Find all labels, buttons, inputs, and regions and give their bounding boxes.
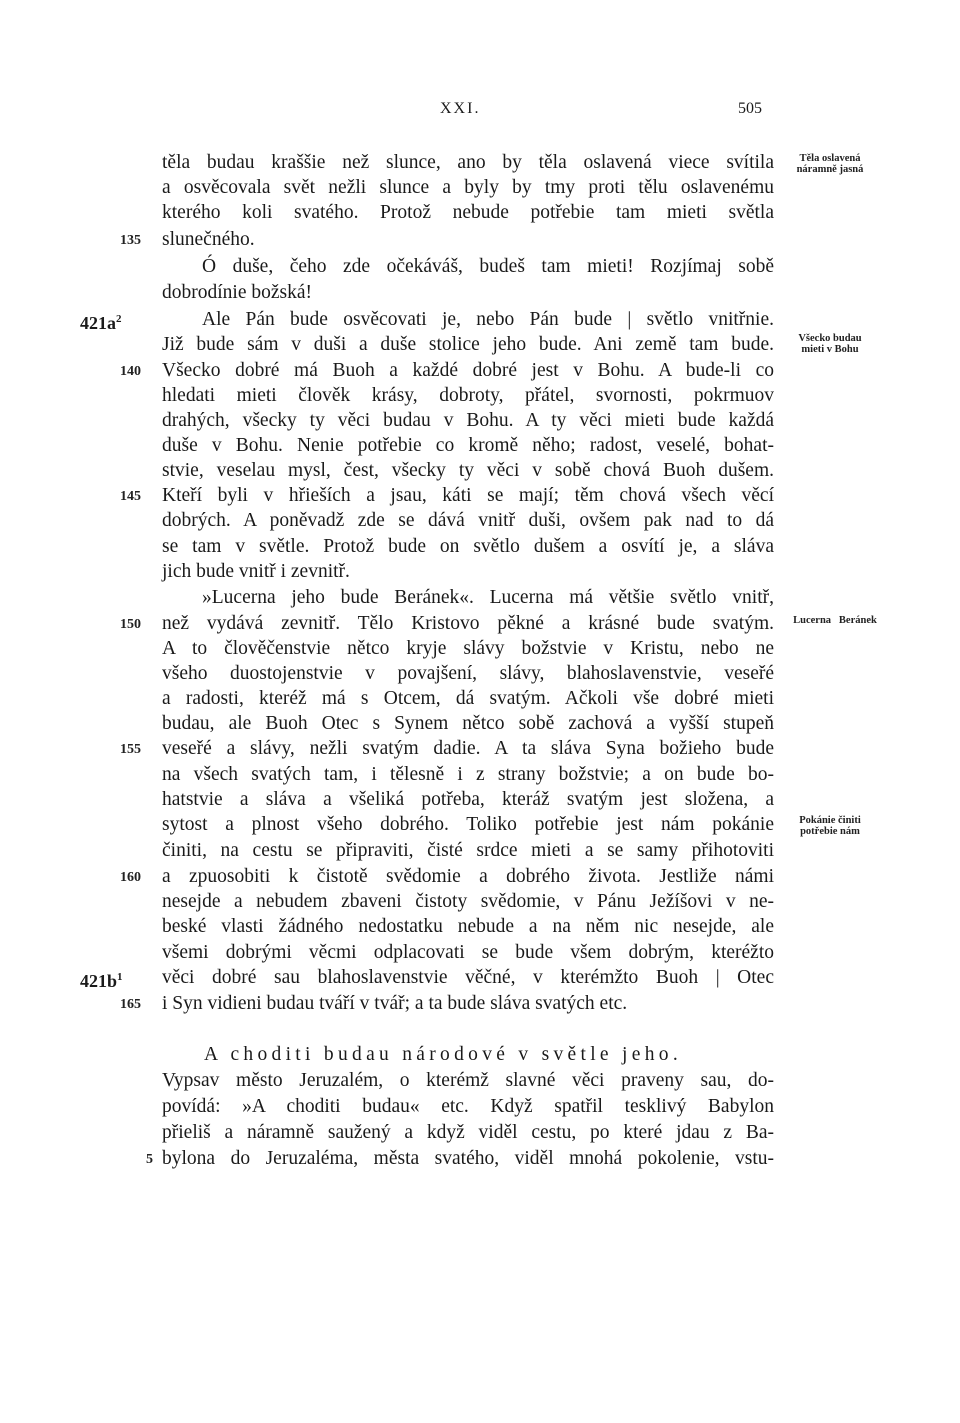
folio-reference-sup: 1 <box>117 971 123 983</box>
page-number: 505 <box>738 100 762 117</box>
margin-note-line: náramně jasná <box>796 164 864 175</box>
margin-note-line: Všecko budau <box>798 333 862 344</box>
text-line: sytost a plnost všeho dobrého. Toliko potřebie jest nám pokánie <box>162 814 774 835</box>
text-line: drahých, všecky ty věci budau v Bohu. A ty věci mieti bude každá <box>162 410 774 431</box>
margin-note-line: mieti v Bohu <box>801 344 859 355</box>
margin-note-line: Těla oslavená <box>799 153 861 164</box>
text-line: nesejde a nebudem zbaveni čistoty svědomie, v Pánu Ježíšovi v ne- <box>162 891 774 912</box>
text-line: slunečného. <box>162 229 255 250</box>
text-line: Ó duše, čeho zde očekáváš, budeš tam mieti! Rozjímaj sobě <box>202 256 774 277</box>
text-line: a zpuosobiti k čistotě svědomie a dobrého života. Jestliže námi <box>162 866 774 887</box>
section-heading: A choditi budau národové v světle jeho. <box>204 1044 683 1065</box>
margin-note <box>780 153 880 175</box>
margin-note-line: Lucerna Beránek <box>793 615 877 626</box>
text-line: než vydává zevnitř. Tělo Kristovo pěkné a krásné bude svatým. <box>162 613 774 634</box>
line-number: 135 <box>120 233 141 248</box>
text-line: se tam v světle. Protož bude on světlo dušem a osvítí je, a sláva <box>162 536 774 557</box>
text-line: A to člověčenstvie nětco kryje slávy božstvie v Kristu, nebo ne <box>162 638 774 659</box>
line-number: 160 <box>120 870 141 885</box>
folio-reference <box>80 307 122 335</box>
line-number: 140 <box>120 364 141 379</box>
margin-note-line: potřebie nám <box>800 826 860 837</box>
text-line: Ale Pán bude osvěcovati je, nebo Pán bude | světlo vnitřnie. <box>202 309 774 330</box>
text-line: »Lucerna jeho bude Beránek«. Lucerna má většie světlo vnitř, <box>202 587 774 608</box>
chapter-heading: XXI. <box>440 100 481 117</box>
text-line: kterého koli svatého. Protož nebude potřebie tam mieti světla <box>162 202 774 223</box>
text-line: povídá: »A choditi budau« etc. Když spatřil tesklivý Babylon <box>162 1096 774 1117</box>
margin-note <box>780 815 880 837</box>
text-line: duše v Bohu. Nenie potřebie co kromě něho; radost, veselé, bohat- <box>162 435 774 456</box>
margin-note <box>780 593 890 648</box>
text-line: všeho duostojenstvie v povajšení, slávy, blahoslavenstvie, veseřé <box>162 663 774 684</box>
text-line: bylona do Jeruzaléma, města svatého, viděl mnohá pokolenie, vstu- <box>162 1148 774 1169</box>
text-line: Vypsav město Jeruzalém, o kterémž slavné věci praveny sau, do- <box>162 1070 774 1091</box>
folio-reference <box>80 965 123 993</box>
text-line: beské vlasti žádného nedostatku nebude a na něm nic nesejde, ale <box>162 916 774 937</box>
text-line: a radosti, kteréž má s Otcem, dá svatým. Ačkoli vše dobré mieti <box>162 688 774 709</box>
text-line: dobrých. A poněvadž zde se dává vnitř duši, ovšem pak nad to dá <box>162 510 774 531</box>
line-number: 165 <box>120 997 141 1012</box>
text-line: věci dobré sau blahoslavenstvie věčné, v kterémžto Buoh | Otec <box>162 967 774 988</box>
margin-note <box>780 333 880 355</box>
folio-reference-label: 421a <box>80 313 116 333</box>
text-line: jich bude vnitř i zevnitř. <box>162 561 350 582</box>
text-line: i Syn vidieni budau tváří v tvář; a ta bude sláva svatých etc. <box>162 993 628 1014</box>
text-line: veseřé a slávy, nežli svatým dadie. A ta sláva Syna božieho bude <box>162 738 774 759</box>
text-line: dobrodínie božská! <box>162 282 313 303</box>
line-number: 5 <box>146 1152 153 1167</box>
text-line: těla budau kraššie než slunce, ano by těla oslavená viece svítila <box>162 152 774 173</box>
text-line: a osvěcovala svět nežli slunce a byly by tmy proti tělu oslavenému <box>162 177 774 198</box>
folio-reference-sup: 2 <box>116 313 122 325</box>
line-number: 155 <box>120 742 141 757</box>
text-line: hledati mieti člověk krásy, dobroty, přátel, svornosti, pokrmuov <box>162 385 774 406</box>
text-line: budau, ale Buoh Otec s Synem nětco sobě zachová a vyšší stupeň <box>162 713 774 734</box>
line-number: 145 <box>120 489 141 504</box>
text-line: Již bude sám v duši a duše stolice jeho bude. Ani země tam bude. <box>162 334 774 355</box>
text-line: Kteří byli v hřieších a jsau, káti se mají; těm chová všech věcí <box>162 485 774 506</box>
text-line: na všech svatých tam, i tělesně i z strany božstvie; a on bude bo- <box>162 764 774 785</box>
margin-note-line: Pokánie činiti <box>799 815 861 826</box>
text-line: všemi dobrými věcmi odplacovati se bude všem dobrým, kteréžto <box>162 942 774 963</box>
text-line: přieliš a náramně saužený a když viděl cestu, po které jdau z Ba- <box>162 1122 774 1143</box>
text-line: Všecko dobré má Buoh a každé dobré jest v Bohu. A bude-li co <box>162 360 774 381</box>
text-line: hatstvie a sláva a všeliká potřeba, kteráž svatým jest složena, a <box>162 789 774 810</box>
line-number: 150 <box>120 617 141 632</box>
folio-reference-label: 421b <box>80 971 118 991</box>
text-line: stvie, veselau mysl, čest, všecky ty věci v sobě chová Buoh dušem. <box>162 460 774 481</box>
text-line: činiti, na cestu se připraviti, čisté srdce mieti a se samy přihotoviti <box>162 840 774 861</box>
